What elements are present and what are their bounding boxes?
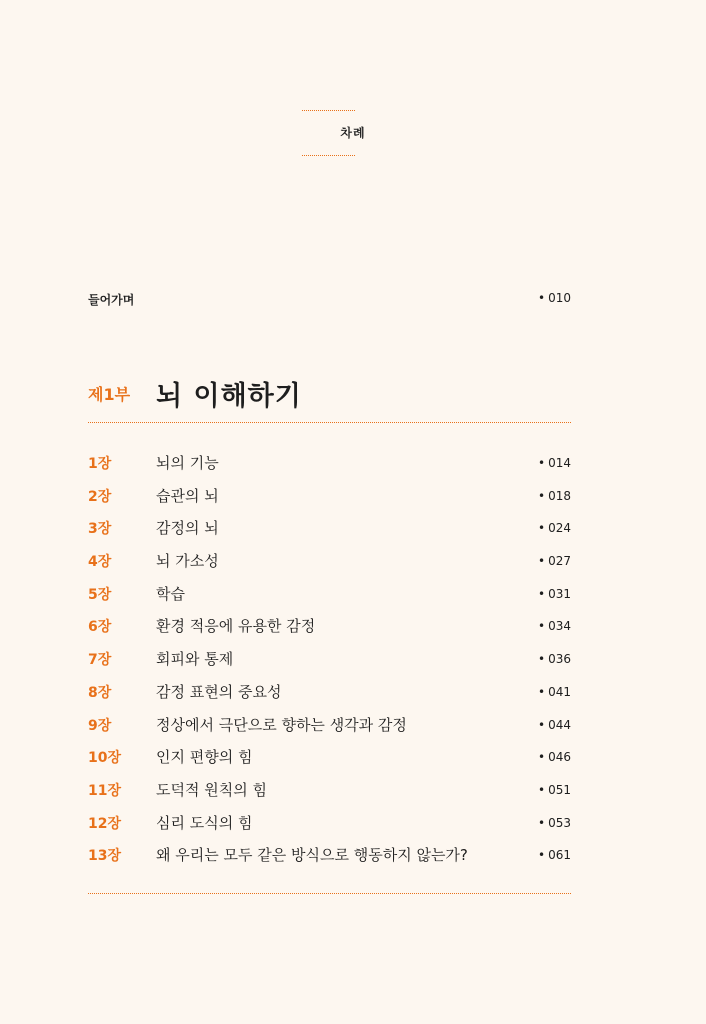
chapter-title: 감정의 뇌 xyxy=(156,519,219,538)
page-number: 014 xyxy=(548,456,571,470)
chapter-page xyxy=(538,718,571,732)
chapter-page xyxy=(538,652,571,666)
chapter-entry[interactable] xyxy=(88,712,571,745)
page-number: 031 xyxy=(548,586,571,601)
chapter-title: 학습 xyxy=(156,584,185,603)
chapter-number: 3장 xyxy=(88,521,112,538)
chapter-page xyxy=(538,456,571,470)
chapter-title: 뇌 가소성 xyxy=(156,552,219,571)
chapter-page xyxy=(538,587,571,601)
bullet: • xyxy=(538,291,546,305)
page-number: 018 xyxy=(548,488,571,503)
chapter-number: 12장 xyxy=(88,815,122,832)
chapter-entry[interactable] xyxy=(88,450,571,483)
chapter-entry[interactable] xyxy=(88,483,571,516)
bullet: • xyxy=(538,782,546,797)
page-number: 024 xyxy=(548,521,571,536)
chapter-page xyxy=(538,554,571,568)
prologue-entry[interactable] xyxy=(88,291,571,309)
part-number: 제1부 xyxy=(88,385,131,404)
chapter-page xyxy=(538,816,571,830)
bullet: • xyxy=(538,750,546,765)
bullet: • xyxy=(538,586,546,601)
page-number: 041 xyxy=(548,684,571,699)
chapter-entry[interactable] xyxy=(88,842,571,875)
bullet: • xyxy=(538,456,546,470)
chapter-number: 10장 xyxy=(88,750,122,767)
chapter-entry[interactable] xyxy=(88,613,571,646)
chapter-number: 11장 xyxy=(88,782,122,799)
part-heading xyxy=(88,374,571,414)
chapter-title: 인지 편향의 힘 xyxy=(156,748,253,767)
chapter-number: 5장 xyxy=(88,586,112,603)
chapter-entry[interactable] xyxy=(88,646,571,679)
chapter-number: 9장 xyxy=(88,717,112,734)
title-bottom-divider xyxy=(302,155,355,156)
chapter-title: 도덕적 원칙의 힘 xyxy=(156,780,267,799)
chapter-entry[interactable] xyxy=(88,810,571,843)
part-title: 뇌 이해하기 xyxy=(156,381,302,412)
chapter-number: 2장 xyxy=(88,488,112,505)
bullet: • xyxy=(538,488,546,503)
chapter-page xyxy=(538,521,571,535)
chapter-number: 7장 xyxy=(88,652,112,669)
part-divider xyxy=(88,422,571,423)
bullet: • xyxy=(538,684,546,699)
chapter-entry[interactable] xyxy=(88,777,571,810)
page-number: 034 xyxy=(548,619,571,634)
bullet: • xyxy=(538,521,546,536)
page-number: 061 xyxy=(548,848,571,863)
bullet: • xyxy=(538,848,546,863)
chapter-title: 감정 표현의 중요성 xyxy=(156,682,282,701)
page-number: 036 xyxy=(548,652,571,667)
bullet: • xyxy=(538,815,546,830)
chapter-title: 환경 적응에 유용한 감정 xyxy=(156,617,316,636)
chapter-title: 정상에서 극단으로 향하는 생각과 감정 xyxy=(156,715,407,734)
chapter-page xyxy=(538,783,571,797)
chapter-title: 왜 우리는 모두 같은 방식으로 행동하지 않는가? xyxy=(156,846,468,865)
chapter-number: 4장 xyxy=(88,554,112,571)
contents-title: 차례 xyxy=(340,126,366,140)
title-top-divider xyxy=(302,110,355,111)
bullet: • xyxy=(538,554,546,569)
chapter-page xyxy=(538,489,571,503)
chapter-number: 6장 xyxy=(88,619,112,636)
page-number: 027 xyxy=(548,554,571,569)
chapter-entry[interactable] xyxy=(88,581,571,614)
chapter-title: 뇌의 기능 xyxy=(156,454,219,472)
bottom-divider xyxy=(88,893,571,894)
chapter-number: 13장 xyxy=(88,848,122,865)
page-number: 044 xyxy=(548,717,571,732)
chapter-page xyxy=(538,848,571,862)
page-number: 046 xyxy=(548,750,571,765)
bullet: • xyxy=(538,717,546,732)
chapter-number: 8장 xyxy=(88,684,112,701)
page-number: 010 xyxy=(548,291,571,305)
bullet: • xyxy=(538,652,546,667)
chapter-title: 심리 도식의 힘 xyxy=(156,813,253,832)
page-number: 053 xyxy=(548,815,571,830)
chapter-title: 습관의 뇌 xyxy=(156,486,219,505)
chapter-page xyxy=(538,685,571,699)
chapter-page xyxy=(538,619,571,633)
chapter-entry[interactable] xyxy=(88,515,571,548)
chapter-entry[interactable] xyxy=(88,744,571,777)
chapter-page xyxy=(538,750,571,764)
prologue-page xyxy=(538,291,571,305)
chapter-entry[interactable] xyxy=(88,548,571,581)
chapter-list xyxy=(88,450,571,875)
page-number: 051 xyxy=(548,782,571,797)
chapter-entry[interactable] xyxy=(88,679,571,712)
prologue-label: 들어가며 xyxy=(88,293,135,307)
bullet: • xyxy=(538,619,546,634)
chapter-title: 회피와 통제 xyxy=(156,650,234,669)
chapter-number: 1장 xyxy=(88,456,112,472)
